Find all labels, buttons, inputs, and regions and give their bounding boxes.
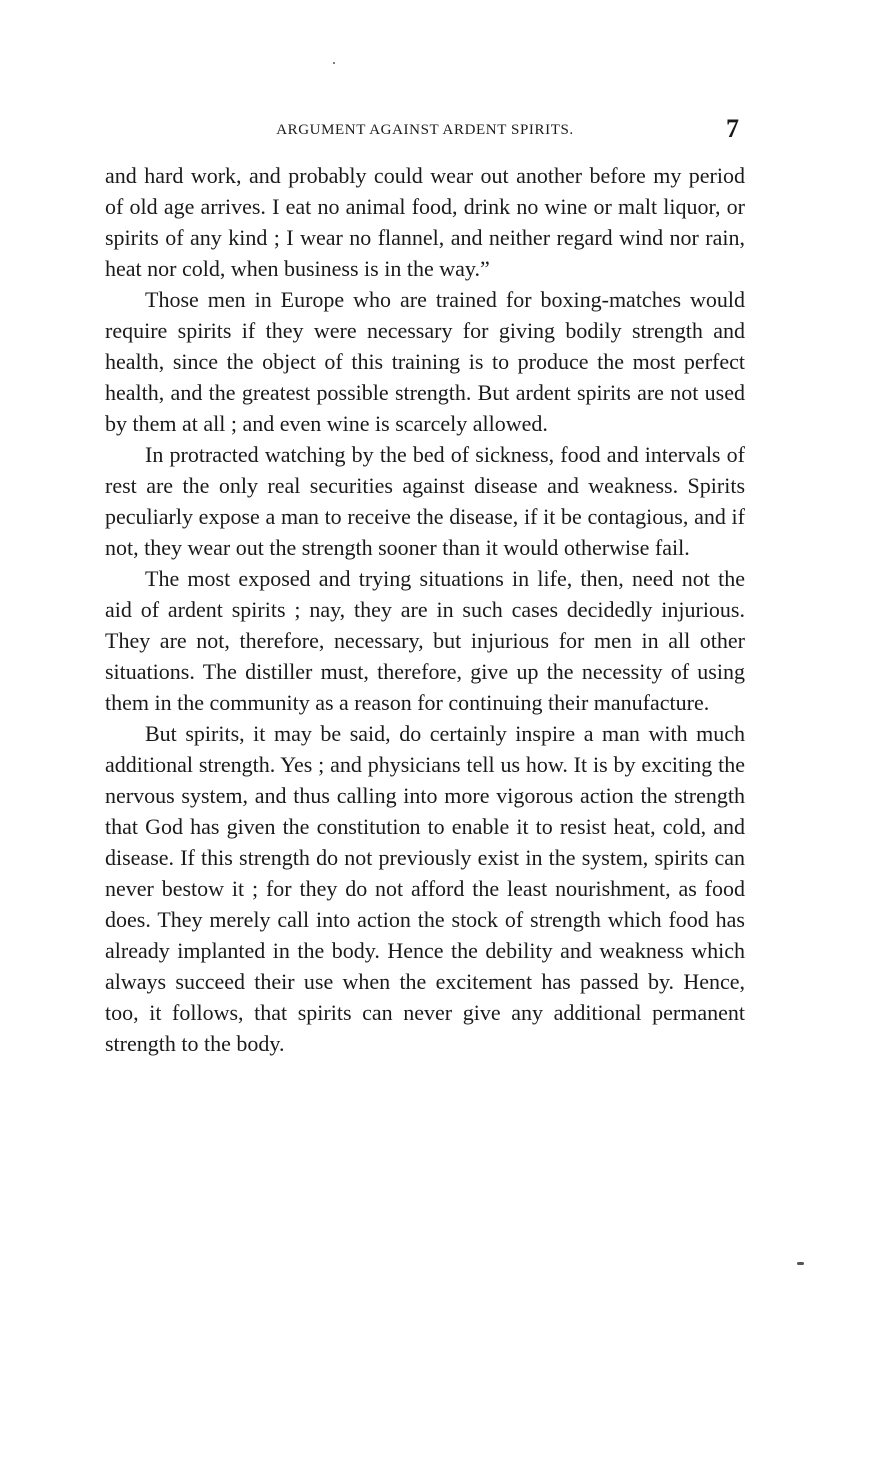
page-number: 7 xyxy=(726,114,739,143)
paragraph: Those men in Europe who are trained for boxing-matches would require spirits if they were necessary for giving bodily strength and health, since the object of this training is to produce the most perfect health, and the greatest possible strength. But ardent spirits are not used by them at all ; and even wine is scarcely allowed. xyxy=(105,287,745,436)
paragraph: and hard work, and probably could wear out another before my period of old age arrives. I eat no animal food, drink no wine or malt liquor, or spirits of any kind ; I wear no flannel, and neither regard wind nor rain, heat nor cold, when business is in the way.” xyxy=(105,163,745,281)
print-speck xyxy=(797,1262,804,1265)
body-text xyxy=(105,160,745,1059)
paragraph: In protracted watching by the bed of sickness, food and intervals of rest are the only real securities against disease and weakness. Spirits peculiarly expose a man to receive the disease, if it be contagious, and if not, they wear out the strength sooner than it would otherwise fail. xyxy=(105,442,745,560)
paragraph: But spirits, it may be said, do certainly inspire a man with much additional strength. Yes ; and physicians tell us how. It is by exciting the nervous system, and thus calling into more vigorous action the strength that God has given the constitution to enable it to resist heat, cold, and disease. If this strength do not previously exist in the system, spirits can never bestow it ; for they do not afford the least nourishment, as food does. They merely call into action the stock of strength which food has already implanted in the body. Hence the debility and weakness which always succeed their use when the excitement has passed by. Hence, too, it follows, that spirits can never give any additional permanent strength to the body. xyxy=(105,721,745,1056)
running-title: ARGUMENT AGAINST ARDENT SPIRITS. xyxy=(276,122,574,138)
running-header xyxy=(105,114,745,143)
print-speck xyxy=(333,62,335,64)
paragraph: The most exposed and trying situations in life, then, need not the aid of ardent spirits ; nay, they are in such cases decidedly injurious. They are not, therefore, necessary, but injurious for men in all other situations. The distiller must, therefore, give up the necessity of using them in the community as a reason for continuing their manufacture. xyxy=(105,566,745,715)
